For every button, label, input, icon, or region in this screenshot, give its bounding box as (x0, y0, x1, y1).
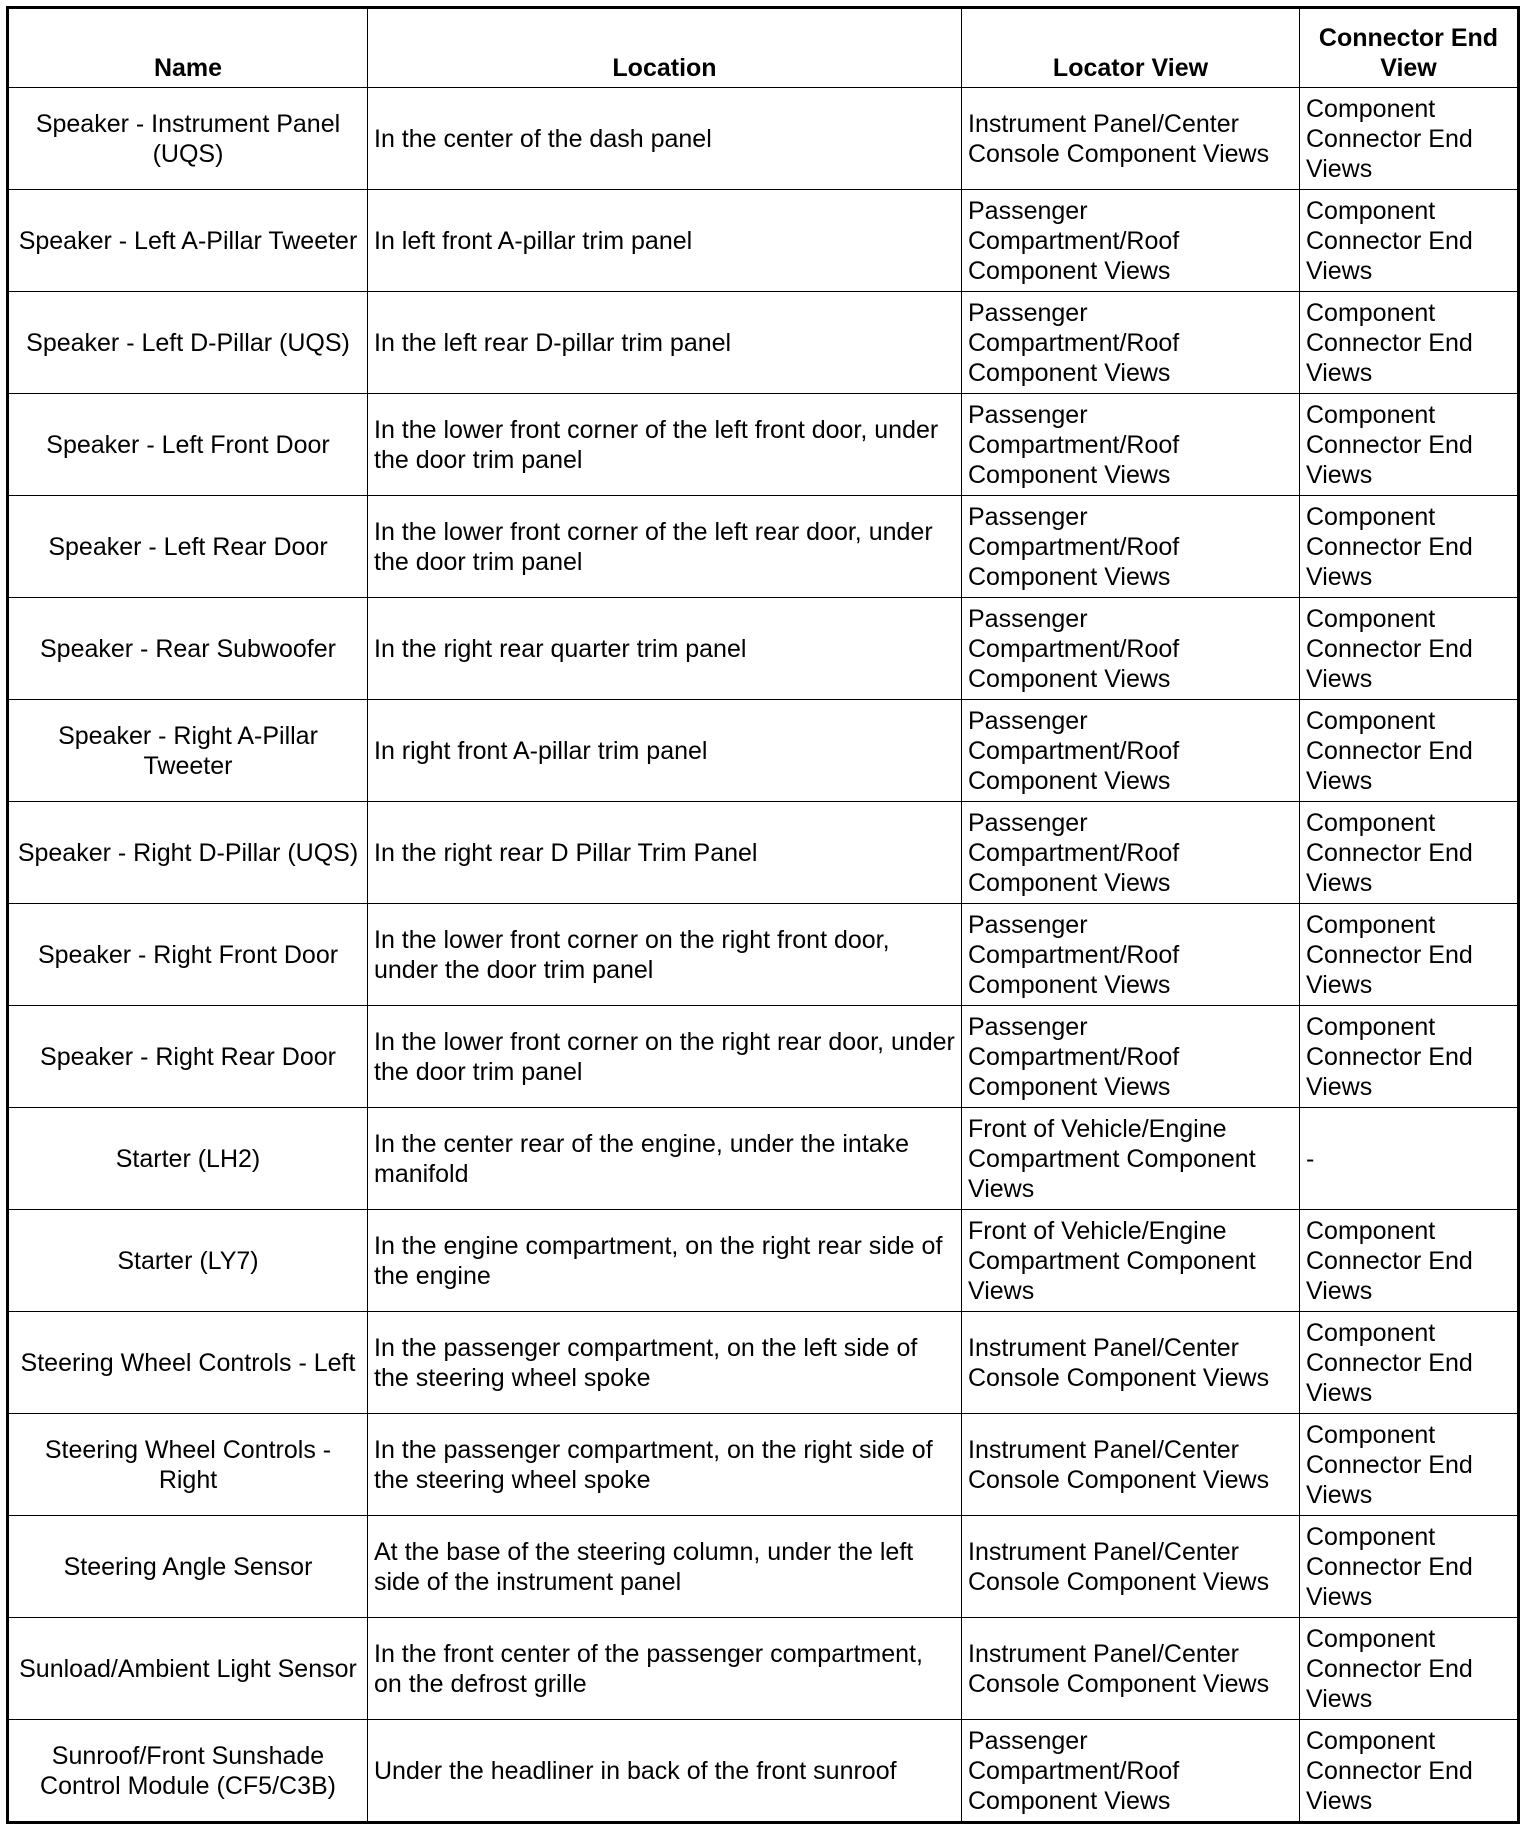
cell-connector-end-view: Component Connector End Views (1300, 1414, 1519, 1516)
cell-connector-end-view: Component Connector End Views (1300, 1516, 1519, 1618)
cell-connector-end-view: Component Connector End Views (1300, 904, 1519, 1006)
cell-name: Speaker - Right D-Pillar (UQS) (8, 802, 368, 904)
cell-name: Speaker - Instrument Panel (UQS) (8, 88, 368, 190)
cell-connector-end-view: Component Connector End Views (1300, 1312, 1519, 1414)
table-row (8, 88, 1519, 190)
cell-name: Sunroof/Front Sunshade Control Module (CF5/C3B) (8, 1720, 368, 1823)
cell-connector-end-view: Component Connector End Views (1300, 292, 1519, 394)
table-row (8, 292, 1519, 394)
cell-locator-view: Passenger Compartment/Roof Component Views (962, 292, 1300, 394)
cell-location: In the passenger compartment, on the left side of the steering wheel spoke (368, 1312, 962, 1414)
cell-connector-end-view: Component Connector End Views (1300, 1006, 1519, 1108)
cell-locator-view: Instrument Panel/Center Console Component Views (962, 88, 1300, 190)
cell-connector-end-view: Component Connector End Views (1300, 496, 1519, 598)
cell-locator-view: Front of Vehicle/Engine Compartment Component Views (962, 1210, 1300, 1312)
cell-connector-end-view: Component Connector End Views (1300, 802, 1519, 904)
table-row (8, 1618, 1519, 1720)
cell-connector-end-view: Component Connector End Views (1300, 1618, 1519, 1720)
cell-location: In the lower front corner on the right rear door, under the door trim panel (368, 1006, 962, 1108)
cell-locator-view: Instrument Panel/Center Console Component Views (962, 1414, 1300, 1516)
cell-connector-end-view: Component Connector End Views (1300, 598, 1519, 700)
cell-locator-view: Passenger Compartment/Roof Component Views (962, 1006, 1300, 1108)
cell-location: In the right rear quarter trim panel (368, 598, 962, 700)
cell-location: In left front A-pillar trim panel (368, 190, 962, 292)
cell-name: Sunload/Ambient Light Sensor (8, 1618, 368, 1720)
cell-name: Starter (LH2) (8, 1108, 368, 1210)
table-row (8, 1108, 1519, 1210)
component-locator-table (6, 6, 1520, 1824)
cell-locator-view: Passenger Compartment/Roof Component Views (962, 700, 1300, 802)
cell-connector-end-view: Component Connector End Views (1300, 88, 1519, 190)
cell-locator-view: Passenger Compartment/Roof Component Views (962, 904, 1300, 1006)
table-row (8, 190, 1519, 292)
table-header (8, 8, 1519, 88)
cell-location: In right front A-pillar trim panel (368, 700, 962, 802)
cell-locator-view: Passenger Compartment/Roof Component Views (962, 598, 1300, 700)
cell-location: In the center of the dash panel (368, 88, 962, 190)
cell-connector-end-view: Component Connector End Views (1300, 1210, 1519, 1312)
header-name: Name (8, 8, 368, 88)
header-location: Location (368, 8, 962, 88)
cell-location: At the base of the steering column, under the left side of the instrument panel (368, 1516, 962, 1618)
cell-name: Speaker - Rear Subwoofer (8, 598, 368, 700)
cell-location: In the engine compartment, on the right rear side of the engine (368, 1210, 962, 1312)
cell-name: Speaker - Right A-Pillar Tweeter (8, 700, 368, 802)
cell-locator-view: Passenger Compartment/Roof Component Views (962, 496, 1300, 598)
table-row (8, 1414, 1519, 1516)
cell-locator-view: Instrument Panel/Center Console Component Views (962, 1618, 1300, 1720)
cell-location: In the lower front corner of the left rear door, under the door trim panel (368, 496, 962, 598)
table-row (8, 1720, 1519, 1823)
table-row (8, 700, 1519, 802)
table-row (8, 1210, 1519, 1312)
cell-location: In the left rear D-pillar trim panel (368, 292, 962, 394)
cell-locator-view: Passenger Compartment/Roof Component Views (962, 394, 1300, 496)
cell-name: Speaker - Left D-Pillar (UQS) (8, 292, 368, 394)
cell-connector-end-view: Component Connector End Views (1300, 1720, 1519, 1823)
cell-name: Speaker - Left A-Pillar Tweeter (8, 190, 368, 292)
cell-name: Steering Wheel Controls - Left (8, 1312, 368, 1414)
header-connector-end-view: Connector End View (1300, 8, 1519, 88)
cell-connector-end-view: Component Connector End Views (1300, 700, 1519, 802)
cell-name: Speaker - Left Front Door (8, 394, 368, 496)
cell-name: Speaker - Right Rear Door (8, 1006, 368, 1108)
cell-location: Under the headliner in back of the front sunroof (368, 1720, 962, 1823)
table-row (8, 904, 1519, 1006)
cell-connector-end-view: - (1300, 1108, 1519, 1210)
cell-location: In the front center of the passenger compartment, on the defrost grille (368, 1618, 962, 1720)
cell-connector-end-view: Component Connector End Views (1300, 394, 1519, 496)
cell-locator-view: Instrument Panel/Center Console Component Views (962, 1516, 1300, 1618)
cell-name: Starter (LY7) (8, 1210, 368, 1312)
table-row (8, 1006, 1519, 1108)
header-row (8, 8, 1519, 88)
cell-location: In the lower front corner on the right front door, under the door trim panel (368, 904, 962, 1006)
cell-name: Speaker - Right Front Door (8, 904, 368, 1006)
table-row (8, 1312, 1519, 1414)
cell-name: Steering Wheel Controls - Right (8, 1414, 368, 1516)
table-row (8, 802, 1519, 904)
cell-locator-view: Instrument Panel/Center Console Component Views (962, 1312, 1300, 1414)
table-row (8, 598, 1519, 700)
table-row (8, 394, 1519, 496)
table-body (8, 88, 1519, 1823)
cell-name: Steering Angle Sensor (8, 1516, 368, 1618)
cell-location: In the lower front corner of the left front door, under the door trim panel (368, 394, 962, 496)
cell-locator-view: Passenger Compartment/Roof Component Views (962, 802, 1300, 904)
cell-locator-view: Passenger Compartment/Roof Component Views (962, 1720, 1300, 1823)
cell-name: Speaker - Left Rear Door (8, 496, 368, 598)
cell-locator-view: Front of Vehicle/Engine Compartment Component Views (962, 1108, 1300, 1210)
table-row (8, 1516, 1519, 1618)
table-row (8, 496, 1519, 598)
cell-location: In the center rear of the engine, under the intake manifold (368, 1108, 962, 1210)
header-locator-view: Locator View (962, 8, 1300, 88)
cell-location: In the right rear D Pillar Trim Panel (368, 802, 962, 904)
cell-locator-view: Passenger Compartment/Roof Component Views (962, 190, 1300, 292)
cell-location: In the passenger compartment, on the right side of the steering wheel spoke (368, 1414, 962, 1516)
cell-connector-end-view: Component Connector End Views (1300, 190, 1519, 292)
